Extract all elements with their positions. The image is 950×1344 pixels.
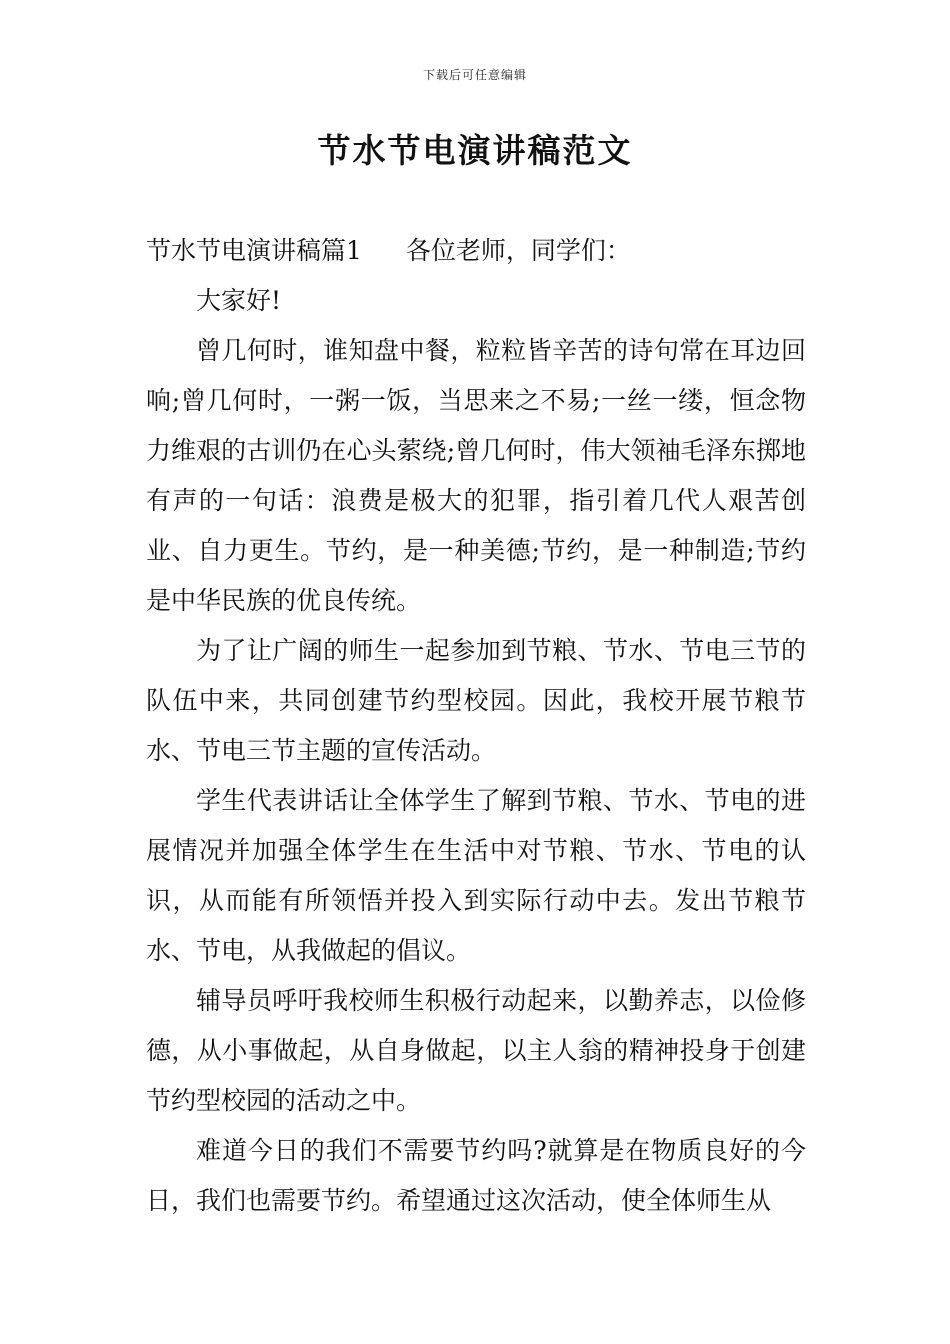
paragraph: 曾几何时，谁知盘中餐，粒粒皆辛苦的诗句常在耳边回响;曾几何时，一粥一饭，当思来之不易;一丝一缕，恒念物力维艰的古训仍在心头萦绕;曾几何时，伟大领袖毛泽东掷地有声的一句话：浪费是极大的犯罪，指引着几代人艰苦创业、自力更生。节约，是一种美德;节约，是一种制造;节约是中华民族的优良传统。 xyxy=(146,336,806,615)
document-title: 节水节电演讲稿范文 xyxy=(317,131,633,170)
header-note: 下载后可任意编辑 xyxy=(422,68,527,82)
paragraph: 大家好! xyxy=(196,286,282,315)
paragraph: 难道今日的我们不需要节约吗?就算是在物质良好的今日，我们也需要节约。希望通过这次活动，使全体师生从 xyxy=(146,1136,806,1215)
paragraph: 辅导员呼吁我校师生积极行动起来，以勤养志，以俭修德，从小事做起，从自身做起，以主人翁的精神投身于创建节约型校园的活动之中。 xyxy=(146,986,806,1115)
first-line xyxy=(146,226,806,276)
paragraph: 为了让广阔的师生一起参加到节粮、节水、节电三节的队伍中来，共同创建节约型校园。因此，我校开展节粮节水、节电三节主题的宣传活动。 xyxy=(146,636,806,765)
greeting: 各位老师，同学们： xyxy=(405,236,631,265)
document-body xyxy=(146,226,806,1226)
paragraph: 学生代表讲话让全体学生了解到节粮、节水、节电的进展情况并加强全体学生在生活中对节粮、节水、节电的认识，从而能有所领悟并投入到实际行动中去。发出节粮节水、节电，从我做起的倡议。 xyxy=(146,786,806,965)
speech-heading: 节水节电演讲稿篇1 xyxy=(146,236,362,265)
